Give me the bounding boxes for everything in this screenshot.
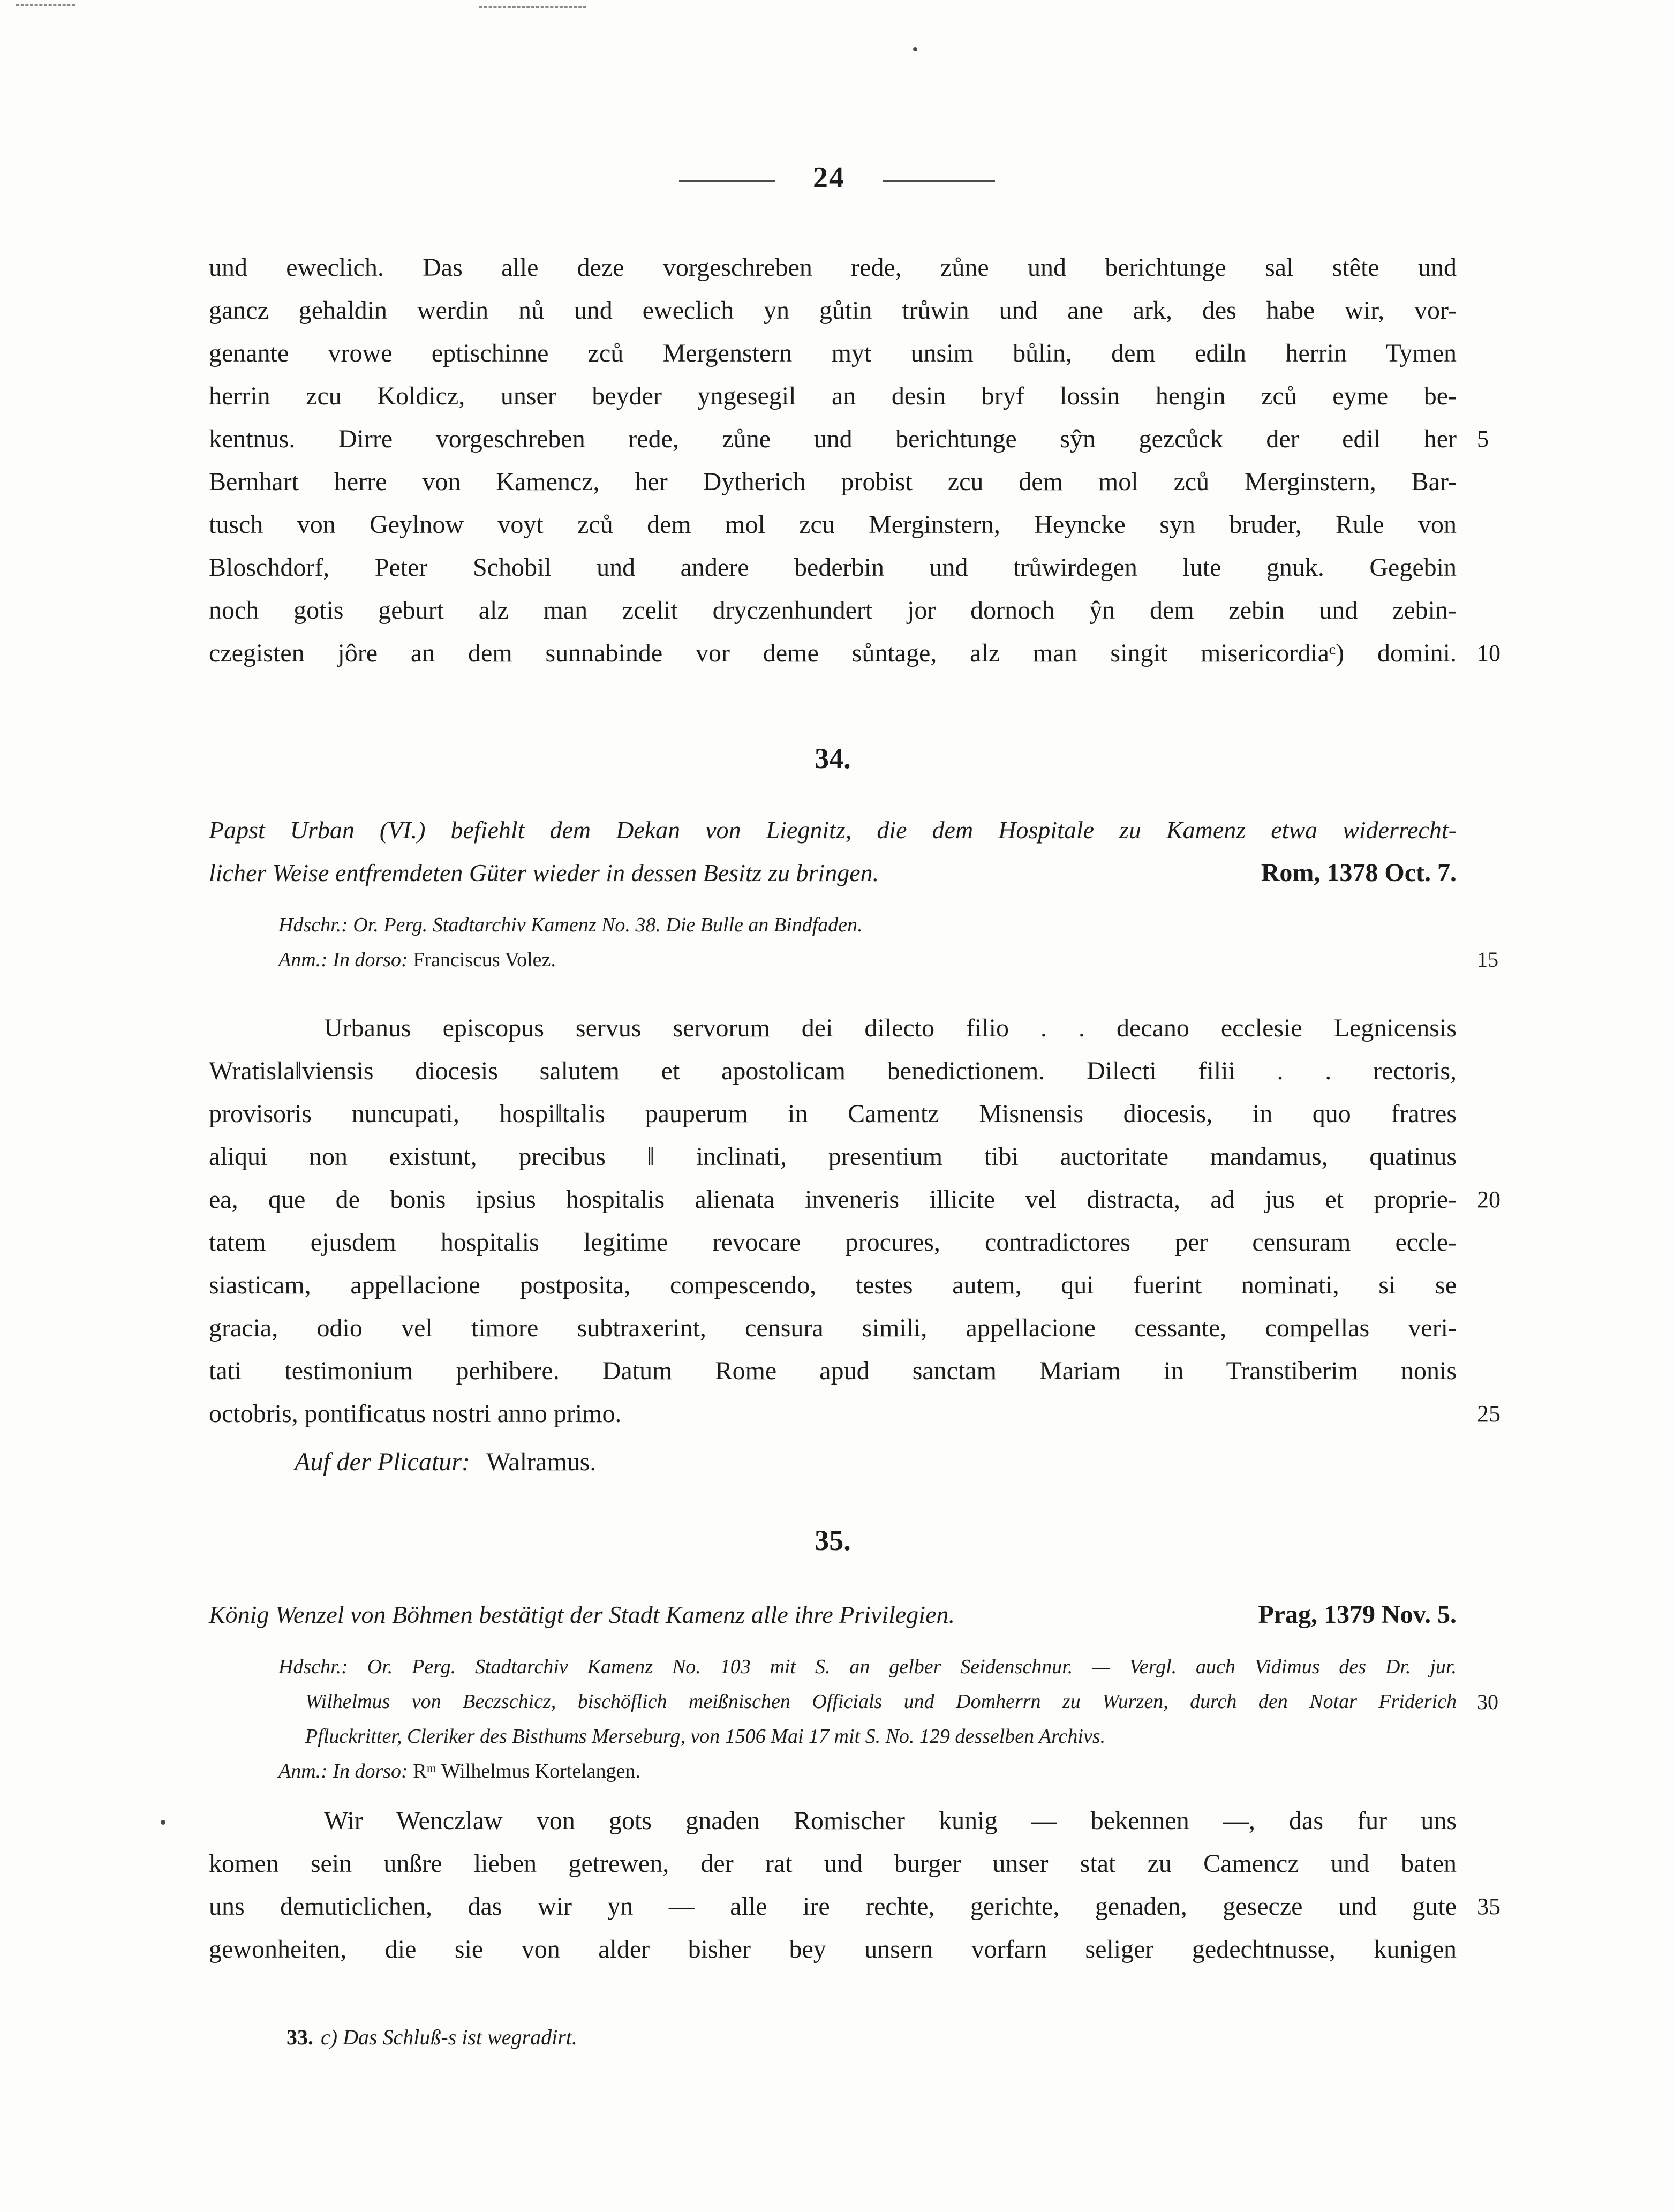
entry-34-anm-value: Franciscus Volez. (413, 949, 556, 971)
scan-artifact (913, 47, 917, 51)
margin-line-number: 15 (1477, 947, 1498, 972)
text-line: noch gotis geburt alz man zcelit dryczenhundert jor dornoch ŷn dem zebin und zebin- (209, 596, 1457, 625)
entry-34-apparatus (209, 908, 1457, 977)
text-line: tusch von Geylnow voyt zců dem mol zcu Merginstern, Heyncke syn bruder, Rule von (209, 510, 1457, 539)
text-line: Wir Wenczlaw von gots gnaden Romischer kunig — bekennen —, das fur uns (324, 1807, 1457, 1835)
text-line: komen sein unßre lieben getrewen, der rat und burger unser stat zu Camencz und baten (209, 1849, 1457, 1878)
text-line: Pfluckritter, Cleriker des Bisthums Merseburg, von 1506 Mai 17 mit S. No. 129 desselben Archivs. (305, 1725, 1106, 1748)
entry-33-continuation-text (209, 246, 1457, 675)
entry-34-body-text (209, 1007, 1457, 1435)
entry-34-date: Rom, 1378 Oct. 7. (1261, 859, 1457, 887)
entry-35-body-text (209, 1800, 1457, 1971)
text-line: gancz gehaldin werdin nů und eweclich yn gůtin trůwin und ane ark, des habe wir, vor- (209, 296, 1457, 325)
text-line: siasticam, appellacione postposita, compescendo, testes autem, qui fuerint nominati, si se (209, 1271, 1457, 1299)
entry-34-regest (209, 809, 1457, 894)
text-line: Bloschdorf, Peter Schobil und andere bederbin und trůwirdegen lute gnuk. Gegebin (209, 553, 1457, 582)
text-line: und eweclich. Das alle deze vorgeschreben rede, zůne und berichtunge sal stête und (209, 253, 1457, 282)
text-line: czegisten jôre an dem sunnabinde vor deme sůntage, alz man singit misericordiaᶜ) domini. (209, 639, 1457, 667)
header-rule-left (679, 180, 775, 182)
text-line: Hdschr.: Or. Perg. Stadtarchiv Kamenz No. 103 mit S. an gelber Seidenschnur. — Vergl. auch Vidimus des Dr. jur. (278, 1656, 1457, 1678)
text-line: ea, que de bonis ipsius hospitalis alienata inveneris illicite vel distracta, ad jus et proprie- (209, 1185, 1457, 1214)
margin-line-number: 10 (1477, 640, 1500, 666)
entry-34-anm-label: Anm.: In dorso: (278, 949, 408, 971)
text-line: genante vrowe eptischinne zců Mergenstern myt unsim bůlin, dem ediln herrin Tymen (209, 339, 1457, 367)
entry-34-plicatur-label: Auf der Plicatur: (295, 1448, 470, 1476)
margin-line-number: 5 (1477, 426, 1489, 452)
footnote-text: c) Das Schluß-s ist wegradirt. (321, 2025, 577, 2049)
entry-35-anm-value: Rᵐ Wilhelmus Kortelangen. (413, 1760, 640, 1782)
text-line: octobris, pontificatus nostri anno primo. (209, 1400, 622, 1428)
entry-35-source-lines (278, 1650, 1457, 1754)
entry-34-regest-line1: Papst Urban (VI.) befiehlt dem Dekan von Liegnitz, die dem Hospitale zu Kamenz etwa widerrecht- (209, 816, 1457, 844)
margin-line-number: 30 (1477, 1690, 1498, 1714)
entry-35-regest-row (209, 1593, 1457, 1636)
entry-34-source-line: Hdschr.: Or. Perg. Stadtarchiv Kamenz No. 38. Die Bulle an Bindfaden. (278, 914, 863, 936)
text-line: kentnus. Dirre vorgeschreben rede, zůne und berichtunge sŷn gezcůck der edil her (209, 425, 1457, 453)
entry-34-anm-line (278, 943, 1457, 977)
entry-34-regest-line2: licher Weise entfremdeten Güter wieder in dessen Besitz zu bringen. (209, 859, 879, 886)
text-line: tatem ejusdem hospitalis legitime revocare procures, contradictores per censuram eccle- (209, 1228, 1457, 1257)
entry-35-date: Prag, 1379 Nov. 5. (1258, 1600, 1457, 1629)
margin-line-number: 25 (1477, 1401, 1500, 1427)
entry-34-plicatur-line (209, 1441, 1542, 1484)
text-line: aliqui non existunt, precibus ‖ inclinati, presentium tibi auctoritate mandamus, quatinus (209, 1142, 1457, 1171)
text-line: uns demuticlichen, das wir yn — alle ire rechte, gerichte, genaden, gesecze und gute (209, 1892, 1457, 1921)
text-line: tati testimonium perhibere. Datum Rome apud sanctam Mariam in Transtiberim nonis (209, 1357, 1457, 1385)
margin-line-number: 35 (1477, 1893, 1500, 1920)
page-number: 24 (813, 161, 845, 194)
entry-35-anm-label: Anm.: In dorso: (278, 1760, 408, 1782)
entry-34-plicatur-value: Walramus. (486, 1448, 597, 1476)
text-line: Urbanus episcopus servus servorum dei dilecto filio . . decano ecclesie Legnicensis (324, 1014, 1457, 1042)
entry-35-apparatus (209, 1650, 1457, 1789)
text-line: gewonheiten, die sie von alder bisher bey unsern vorfarn seliger gedechtnusse, kunigen (209, 1935, 1457, 1963)
footnote (286, 2025, 577, 2050)
text-line: herrin zcu Koldicz, unser beyder yngesegil an desin bryf lossin hengin zců eyme be- (209, 382, 1457, 410)
entry-35-regest (209, 1593, 1457, 1636)
entry-34-regest-line2-row (209, 852, 1457, 894)
text-line: Wratisla‖viensis diocesis salutem et apostolicam benedictionem. Dilecti filii . . rectoris, (209, 1057, 1457, 1085)
scan-artifact (479, 6, 586, 8)
scan-artifact (16, 4, 75, 6)
header-rule-right (883, 180, 995, 182)
margin-line-number: 20 (1477, 1186, 1500, 1213)
text-line: Bernhart herre von Kamencz, her Dytherich probist zcu dem mol zců Merginstern, Bar- (209, 468, 1457, 496)
entry-34-number: 34. (815, 742, 851, 774)
page-header (0, 161, 1674, 195)
text-line: Wilhelmus von Beczschicz, bischöflich meißnischen Officials und Domherrn zu Wurzen, durch den Notar Friderich (305, 1690, 1457, 1713)
text-line: provisoris nuncupati, hospi‖talis pauperum in Camentz Misnensis diocesis, in quo fratres (209, 1100, 1457, 1128)
text-line: gracia, odio vel timore subtraxerint, censura simili, appellacione cessante, compellas veri- (209, 1314, 1457, 1342)
entry-35-regest-text: König Wenzel von Böhmen bestätigt der Stadt Kamenz alle ihre Privilegien. (209, 1601, 955, 1628)
entry-35-anm-line (278, 1754, 1457, 1789)
entry-35-number: 35. (815, 1524, 851, 1556)
footnote-ref: 33. (286, 2025, 313, 2049)
scan-artifact (161, 1820, 165, 1825)
